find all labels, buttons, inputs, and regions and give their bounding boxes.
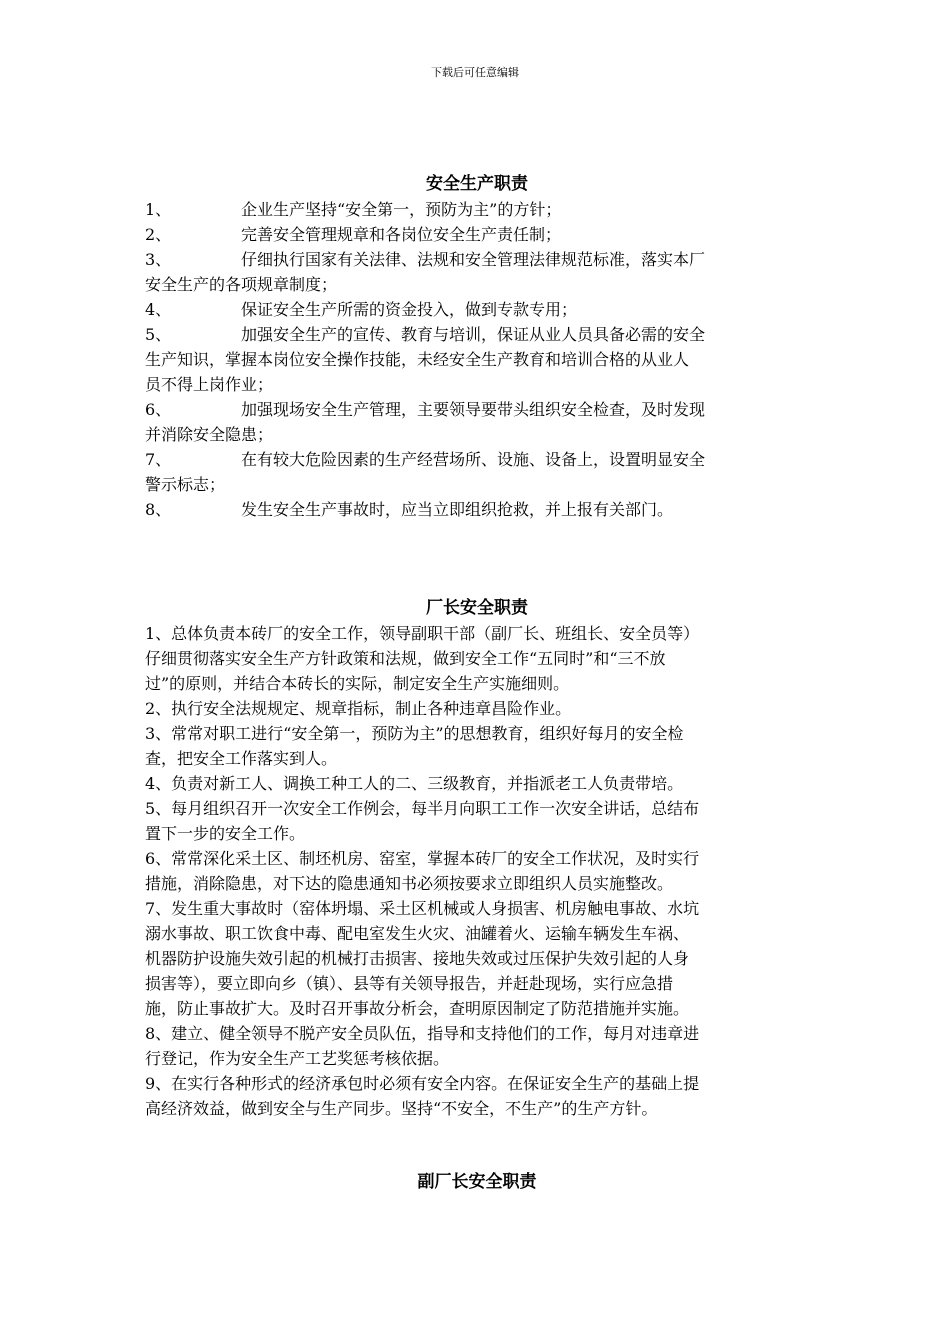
list-item bbox=[145, 197, 809, 222]
list-item: 5、每月组织召开一次安全工作例会，每半月向职工工作一次安全讲话，总结布 bbox=[145, 799, 700, 818]
item-text-continued: 行登记，作为安全生产工艺奖惩考核依据。 bbox=[145, 1049, 450, 1068]
item-text: 保证安全生产所需的资金投入，做到专款专用； bbox=[241, 300, 578, 319]
list-item bbox=[145, 397, 809, 422]
section-title: 厂长安全职责 bbox=[426, 598, 528, 618]
page-header: 下载后可任意编辑 bbox=[431, 66, 519, 79]
list-item bbox=[145, 247, 809, 272]
item-number: 4、 bbox=[145, 300, 172, 319]
item-text-continued: 措施，消除隐患，对下达的隐患通知书必须按要求立即组织人员实施整改。 bbox=[145, 874, 674, 893]
list-item bbox=[145, 322, 809, 347]
list-item: 1、总体负责本砖厂的安全工作，领导副职干部（副厂长、班组长、安全员等） bbox=[145, 624, 700, 643]
section-title: 副厂长安全职责 bbox=[417, 1172, 537, 1192]
item-number: 1、 bbox=[145, 200, 172, 219]
item-text-continued: 员不得上岗作业； bbox=[145, 375, 274, 394]
item-text: 完善安全管理规章和各岗位安全生产责任制； bbox=[241, 225, 562, 244]
item-text-continued: 查，把安全工作落实到人。 bbox=[145, 749, 338, 768]
item-number: 8、 bbox=[145, 500, 172, 519]
item-text: 加强现场安全生产管理，主要领导要带头组织安全检查，及时发现 bbox=[241, 400, 706, 419]
item-text: 在有较大危险因素的生产经营场所、设施、设备上，设置明显安全 bbox=[241, 450, 706, 469]
item-text-continued: 损害等），要立即向乡（镇）、县等有关领导报告，并赶赴现场，实行应急措 bbox=[145, 974, 674, 993]
item-text-continued: 置下一步的安全工作。 bbox=[145, 824, 306, 843]
list-item: 8、建立、健全领导不脱产安全员队伍，指导和支持他们的工作，每月对违章进 bbox=[145, 1024, 700, 1043]
item-text: 企业生产坚持“安全第一，预防为主”的方针； bbox=[241, 200, 562, 219]
duty-list bbox=[145, 197, 809, 522]
list-item bbox=[145, 222, 809, 247]
item-text-continued: 并消除安全隐患； bbox=[145, 425, 274, 444]
duty-list bbox=[145, 621, 809, 1121]
list-item: 3、常常对职工进行“安全第一，预防为主”的思想教育，组织好每月的安全检 bbox=[145, 724, 684, 743]
item-number: 6、 bbox=[145, 400, 172, 419]
item-text: 发生安全生产事故时，应当立即组织抢救，并上报有关部门。 bbox=[241, 500, 674, 519]
item-text-continued: 生产知识，掌握本岗位安全操作技能，未经安全生产教育和培训合格的从业人 bbox=[145, 350, 690, 369]
item-text-continued: 安全生产的各项规章制度； bbox=[145, 275, 338, 294]
list-item: 4、负责对新工人、调换工种工人的二、三级教育，并指派老工人负责带培。 bbox=[145, 774, 684, 793]
item-text-continued: 机器防护设施失效引起的机械打击损害、接地失效或过压保护失效引起的人身 bbox=[145, 949, 690, 968]
list-item bbox=[145, 297, 809, 322]
list-item: 9、在实行各种形式的经济承包时必须有安全内容。在保证安全生产的基础上提 bbox=[145, 1074, 700, 1093]
item-text-continued: 施，防止事故扩大。及时召开事故分析会，查明原因制定了防范措施并实施。 bbox=[145, 999, 690, 1018]
section-title: 安全生产职责 bbox=[426, 174, 528, 194]
item-text: 加强安全生产的宣传、教育与培训，保证从业人员具备必需的安全 bbox=[241, 325, 706, 344]
list-item: 2、执行安全法规规定、规章指标，制止各种违章昌险作业。 bbox=[145, 699, 572, 718]
item-text-continued: 高经济效益，做到安全与生产同步。坚持“不安全，不生产”的生产方针。 bbox=[145, 1099, 658, 1118]
section-deputy-director-duties bbox=[145, 1170, 809, 1195]
list-item bbox=[145, 497, 809, 522]
section-safety-production-duties bbox=[145, 172, 809, 522]
item-text-continued: 警示标志； bbox=[145, 475, 226, 494]
list-item: 6、常常深化采土区、制坯机房、窑室，掌握本砖厂的安全工作状况，及时实行 bbox=[145, 849, 700, 868]
item-number: 7、 bbox=[145, 450, 172, 469]
item-text: 仔细执行国家有关法律、法规和安全管理法律规范标准，落实本厂 bbox=[241, 250, 706, 269]
item-text-continued: 溺水事故、职工饮食中毒、配电室发生火灾、油罐着火、运输车辆发生车祸、 bbox=[145, 924, 690, 943]
section-factory-director-duties bbox=[145, 596, 809, 1121]
list-item bbox=[145, 447, 809, 472]
item-text-continued: 仔细贯彻落实安全生产方针政策和法规，做到安全工作“五同时”和“三不放 bbox=[145, 649, 666, 668]
list-item: 7、发生重大事故时（窑体坍塌、采土区机械或人身损害、机房触电事故、水坑 bbox=[145, 899, 700, 918]
item-number: 2、 bbox=[145, 225, 172, 244]
item-text-continued: 过”的原则，并结合本砖长的实际，制定安全生产实施细则。 bbox=[145, 674, 570, 693]
item-number: 5、 bbox=[145, 325, 172, 344]
item-number: 3、 bbox=[145, 250, 172, 269]
